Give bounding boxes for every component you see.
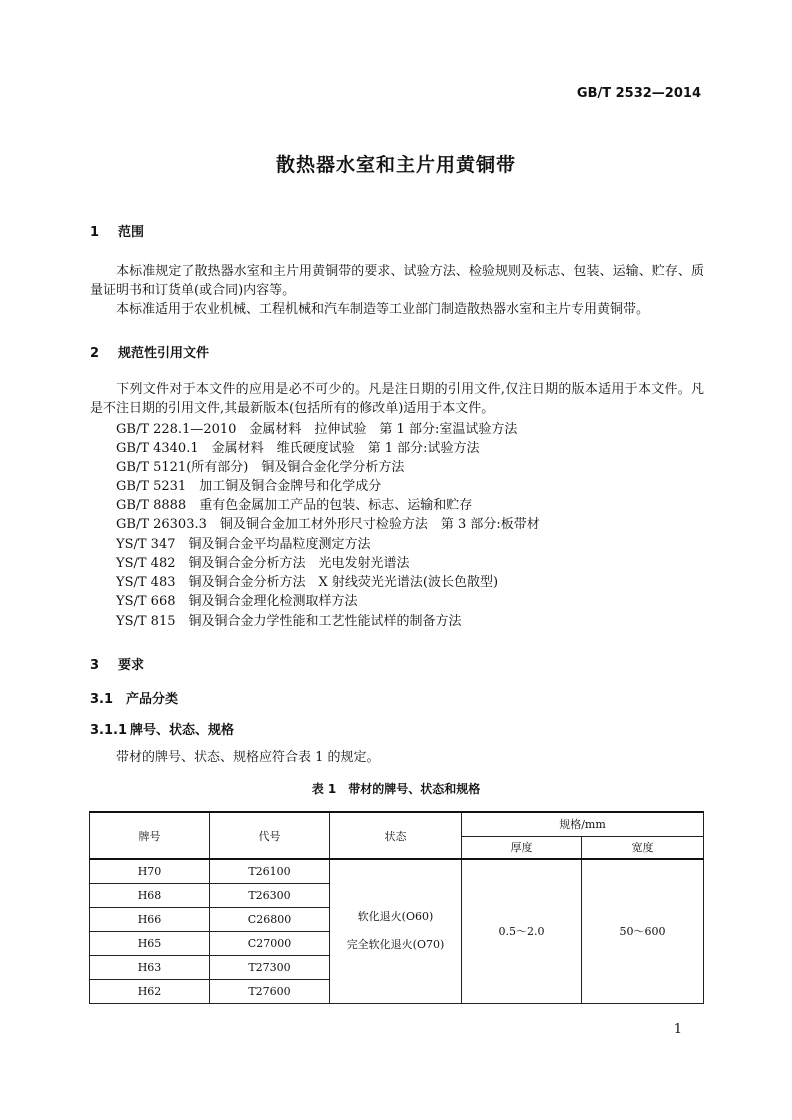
cell-grade: H62 [90,979,210,1003]
section-3-1-heading [90,688,178,707]
cell-code: C27000 [210,931,330,955]
references-intro-text: 下列文件对于本文件的应用是必不可少的。凡是注日期的引用文件,仅注日期的版本适用于本文件。凡是不注日期的引用文件,其最新版本(包括所有的修改单)适用于本文件。 [90,382,704,416]
cell-grade: H70 [90,859,210,883]
cell-code: T26300 [210,883,330,907]
section-title: 牌号、状态、规格 [130,723,235,738]
reference-item: YS/T 482 铜及铜合金分析方法 光电发射光谱法 [116,556,410,571]
section-3-heading [90,654,144,673]
section-number: 3.1 [90,692,114,707]
section-number: 3 [90,658,100,673]
reference-item: YS/T 815 铜及铜合金力学性能和工艺性能试样的制备方法 [116,614,462,629]
page-number: 1 [673,1022,682,1037]
references-intro [90,380,704,418]
cell-thickness: 0.5～2.0 [462,859,582,1003]
cell-width: 50～600 [582,859,704,1003]
cell-code: C26800 [210,907,330,931]
reference-item: GB/T 8888 重有色金属加工产品的包装、标志、运输和贮存 [116,498,473,513]
cell-grade: H68 [90,883,210,907]
page-title: 散热器水室和主片用黄铜带 [275,154,516,176]
header-thickness: 厚度 [462,836,582,859]
reference-item: GB/T 228.1—2010 金属材料 拉伸试验 第 1 部分:室温试验方法 [116,422,518,437]
section-2-heading [90,342,209,361]
scope-text-1: 本标准规定了散热器水室和主片用黄铜带的要求、试验方法、检验规则及标志、包装、运输、贮存、质量证明书和订货单(或合同)内容等。 [90,264,704,298]
state-line-1: 软化退火(O60) [357,910,434,924]
section-title: 规范性引用文件 [118,346,210,361]
section-title: 产品分类 [126,692,179,707]
cell-grade: H66 [90,907,210,931]
section-number: 1 [90,225,100,240]
cell-code: T26100 [210,859,330,883]
header-code: 代号 [210,812,330,859]
grade-state-spec-table [89,811,704,1004]
classification-paragraph [90,748,704,767]
scope-paragraph-1 [90,262,704,300]
section-title: 要求 [118,658,145,673]
section-title: 范围 [118,225,145,240]
cell-grade: H63 [90,955,210,979]
classification-text: 带材的牌号、状态、规格应符合表 1 的规定。 [116,750,380,765]
header-grade: 牌号 [90,812,210,859]
scope-text-2: 本标准适用于农业机械、工程机械和汽车制造等工业部门制造散热器水室和主片专用黄铜带。 [116,302,650,317]
scope-paragraph-2 [90,300,704,319]
header-state: 状态 [330,812,462,859]
reference-item: GB/T 5231 加工铜及铜合金牌号和化学成分 [116,479,382,494]
reference-item: YS/T 347 铜及铜合金平均晶粒度测定方法 [116,537,371,552]
standard-code: GB/T 2532—2014 [576,86,701,101]
reference-item: GB/T 26303.3 铜及铜合金加工材外形尺寸检验方法 第 3 部分:板带材 [116,517,540,532]
section-number: 2 [90,346,100,361]
cell-state [330,859,462,1003]
section-3-1-1-heading [90,719,234,738]
table-caption: 表 1 带材的牌号、状态和规格 [311,782,481,796]
cell-code: T27600 [210,979,330,1003]
cell-grade: H65 [90,931,210,955]
reference-item: YS/T 668 铜及铜合金理化检测取样方法 [116,594,358,609]
reference-item: YS/T 483 铜及铜合金分析方法 X 射线荧光光谱法(波长色散型) [116,575,499,590]
header-spec: 规格/mm [462,812,704,836]
cell-code: T27300 [210,955,330,979]
reference-item: GB/T 4340.1 金属材料 维氏硬度试验 第 1 部分:试验方法 [116,441,480,456]
header-width: 宽度 [582,836,704,859]
section-number: 3.1.1 [90,723,128,738]
section-1-heading [90,221,144,240]
state-line-2: 完全软化退火(O70) [346,938,445,952]
reference-item: GB/T 5121(所有部分) 铜及铜合金化学分析方法 [116,460,405,475]
